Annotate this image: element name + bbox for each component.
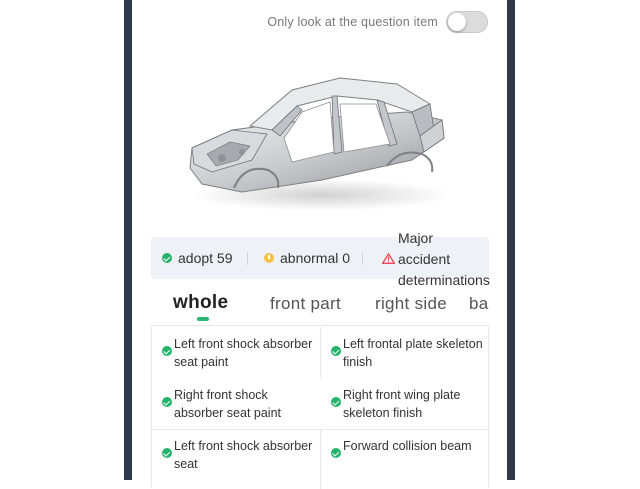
divider (362, 252, 363, 265)
question-filter-row (132, 10, 507, 36)
check-circle-icon (331, 397, 341, 407)
check-circle-icon (162, 253, 172, 263)
question-filter-toggle[interactable] (446, 11, 488, 33)
major-accident-stat: Major accident determinations (398, 230, 490, 288)
tab-back[interactable]: ba (469, 294, 489, 313)
warning-circle-icon (264, 253, 274, 263)
abnormal-count: abnormal 0 (264, 250, 350, 266)
active-tab-indicator (197, 317, 209, 321)
car-body-frame-image (172, 60, 462, 220)
check-circle-icon (331, 448, 341, 458)
tabs-divider (151, 325, 489, 326)
tab-front-part[interactable]: front part (270, 294, 342, 313)
alert-triangle-icon (382, 253, 395, 264)
divider (247, 252, 248, 265)
device-frame-left (124, 0, 132, 480)
inspection-item[interactable]: Left front shock absorber seat paint (151, 327, 320, 378)
check-circle-icon (331, 346, 341, 356)
inspection-item[interactable]: Forward collision beam (320, 429, 489, 480)
tab-whole[interactable]: whole (173, 292, 229, 313)
section-tabs (132, 290, 507, 326)
question-filter-label: Only look at the question item (267, 15, 438, 29)
inspection-item[interactable]: Right front shock absorber seat paint (151, 378, 320, 429)
toggle-knob (448, 13, 466, 31)
inspection-item[interactable]: Right front wing plate skeleton finish (320, 378, 489, 429)
check-circle-icon (162, 448, 172, 458)
tab-right-side[interactable]: right side (375, 294, 447, 313)
inspection-screen (132, 0, 507, 480)
adopt-count: adopt 59 (162, 250, 233, 266)
device-frame-right (507, 0, 515, 480)
inspection-item[interactable]: Left front shock absorber seat (151, 429, 320, 480)
check-circle-icon (162, 397, 172, 407)
inspection-item[interactable]: Left frontal plate skeleton finish (320, 327, 489, 378)
check-circle-icon (162, 346, 172, 356)
